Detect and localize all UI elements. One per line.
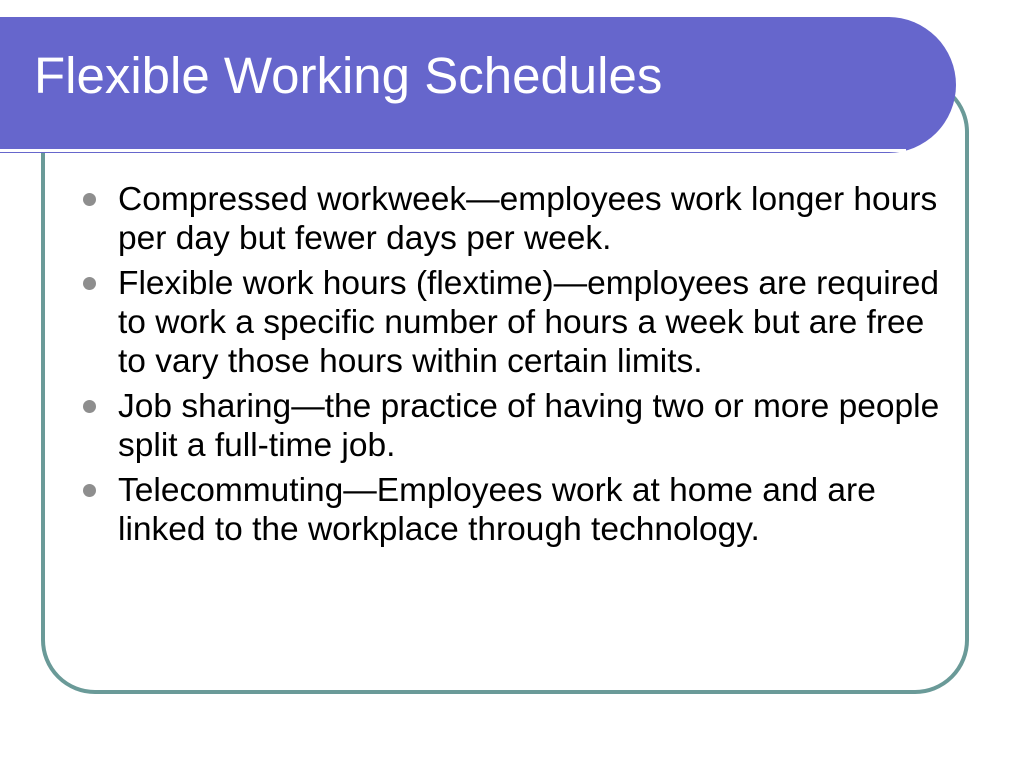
bullet-item-telecommuting	[83, 471, 953, 549]
bullet-text: Flexible work hours (flextime)—employees are required to work a specific number of hours a week but are free to vary those hours within certain limits.	[118, 265, 940, 380]
bullet-text: Telecommuting—Employees work at home and are linked to the workplace through technology.	[118, 472, 876, 548]
bullet-text: Compressed workweek—employees work longer hours per day but fewer days per week.	[118, 181, 938, 257]
bullet-list	[83, 180, 953, 555]
bullet-dot-icon	[83, 277, 96, 290]
bullet-item-job-sharing	[83, 387, 953, 465]
bullet-item-flextime	[83, 264, 953, 381]
slide-title: Flexible Working Schedules	[34, 47, 663, 104]
bullet-dot-icon	[83, 400, 96, 413]
bullet-dot-icon	[83, 484, 96, 497]
bullet-item-compressed-workweek	[83, 180, 953, 258]
bullet-text: Job sharing—the practice of having two or more people split a full-time job.	[118, 388, 940, 464]
title-underline	[0, 149, 906, 152]
bullet-dot-icon	[83, 193, 96, 206]
